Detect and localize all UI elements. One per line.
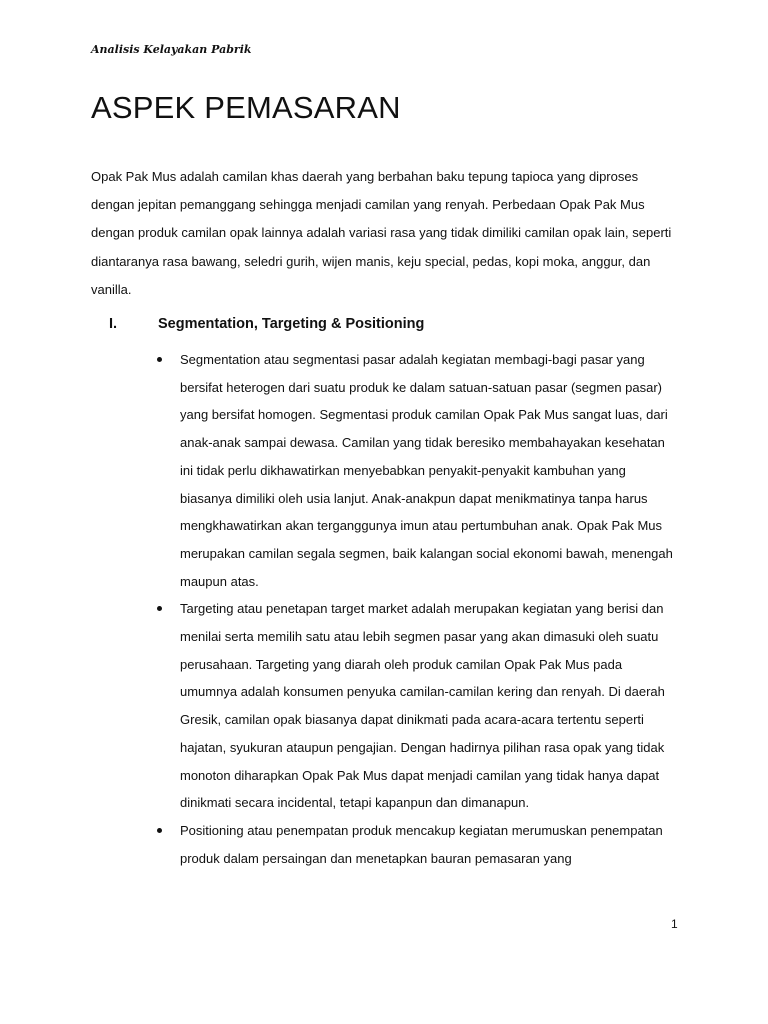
intro-paragraph: Opak Pak Mus adalah camilan khas daerah yang berbahan baku tepung tapioca yang diproses dengan jepitan pemanggang sehingga menjadi camilan yang renyah. Perbedaan Opak Pak Mus dengan produk camilan opak lainnya adalah variasi rasa yang tidak dimiliki camilan opak lain, seperti diantaranya rasa bawang, seledri gurih, wijen manis, keju special, pedas, kopi moka, anggur, dan vanilla. (91, 169, 672, 297)
section-title: Segmentation, Targeting & Positioning (158, 316, 425, 332)
bullet-dot-icon (157, 606, 162, 611)
bullet-text: Segmentation atau segmentasi pasar adalah kegiatan membagi-bagi pasar yang bersifat heterogen dari suatu produk ke dalam satuan-satuan pasar (segmen pasar) yang bersifat homogen. Segmentasi produk camilan Opak Pak Mus sangat luas, dari anak-anak sampai dewasa. Camilan yang tidak beresiko membahayakan kesehatan ini tidak perlu dikhawatirkan menyebabkan penyakit-penyakit kambuhan yang biasanya dimiliki oleh usia lanjut. Anak-anakpun dapat menikmatinya tanpa harus mengkhawatirkan akan terganggunya imun atau pertumbuhan anak. Opak Pak Mus merupakan camilan segala segmen, baik kalangan social ekonomi bawah, menengah maupun atas. (180, 352, 673, 589)
page-title: ASPEK PEMASARAN (91, 90, 401, 125)
bullet-list (155, 346, 680, 872)
bullet-dot-icon (157, 828, 162, 833)
bullet-item-targeting (155, 595, 680, 817)
section-number: I. (109, 316, 118, 332)
page-number: 1 (671, 917, 678, 931)
bullet-item-segmentation (155, 346, 680, 595)
bullet-dot-icon (157, 357, 162, 362)
section-heading (109, 316, 424, 332)
bullet-text: Positioning atau penempatan produk mencakup kegiatan merumuskan penempatan produk dalam persaingan dan menetapkan bauran pemasaran yang (180, 822, 663, 866)
bullet-item-positioning (155, 817, 680, 872)
running-header: Analisis Kelayakan Pabrik (91, 43, 252, 56)
bullet-text: Targeting atau penetapan target market adalah merupakan kegiatan yang berisi dan menilai serta memilih satu atau lebih segmen pasar yang akan dimasuki oleh suatu perusahaan. Targeting yang diarah oleh produk camilan Opak Pak Mus pada umumnya adalah konsumen penyuka camilan-camilan kering dan renyah. Di daerah Gresik, camilan opak biasanya dapat dinikmati pada acara-acara tertentu seperti hajatan, syukuran ataupun pengajian. Dengan hadirnya pilihan rasa opak yang tidak monoton diharapkan Opak Pak Mus dapat menjadi camilan yang tidak hanya dapat dinikmati secara incidental, tetapi kapanpun dan dimanapun. (180, 601, 665, 811)
